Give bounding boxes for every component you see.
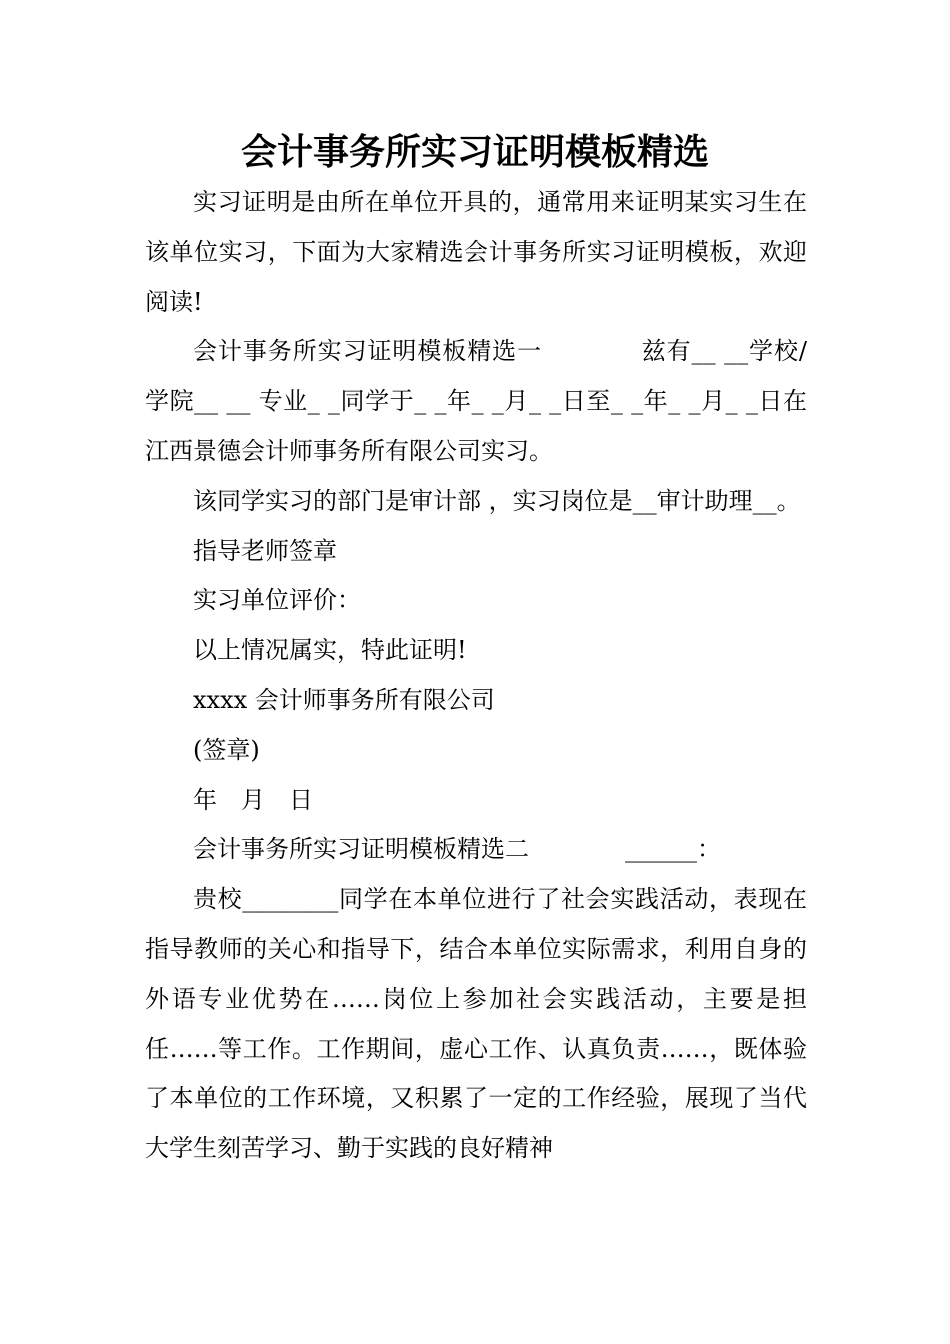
intro-paragraph: 实习证明是由所在单位开具的，通常用来证明某实习生在该单位实习，下面为大家精选会计事务所实习证明模板，欢迎阅读!: [145, 188, 807, 316]
date-line: 年 月 日: [193, 785, 313, 814]
seal-label: (签章): [193, 735, 260, 764]
certification-statement: 以上情况属实，特此证明!: [193, 636, 467, 665]
document-title: 会计事务所实习证明模板精选: [240, 131, 709, 173]
template-two-heading: 会计事务所实习证明模板精选二 ______：: [193, 835, 721, 864]
department-paragraph: 该同学实习的部门是审计部 ，实习岗位是__审计助理__。: [193, 486, 801, 515]
document-body: [145, 178, 807, 1174]
company-name: xxxx 会计师事务所有限公司: [193, 685, 495, 714]
advisor-signature-line: 指导老师签章: [193, 536, 337, 565]
unit-evaluation-label: 实习单位评价：: [193, 586, 361, 615]
template-one-paragraph: 会计事务所实习证明模板精选一 兹有__ __学校/学院__ __ 专业_ _同学于_ _年_ _月_ _日至_ _年_ _月_ _日在江西景德会计师事务所有限公司实习。: [145, 337, 807, 465]
template-two-paragraph: 贵校________同学在本单位进行了社会实践活动，表现在指导教师的关心和指导下，结合本单位实际需求，利用自身的外语专业优势在……岗位上参加社会实践活动，主要是担任……等工作。工作期间，虚心工作、认真负责……，既体验了本单位的工作环境，又积累了一定的工作经验，展现了当代大学生刻苦学习、勤于实践的良好精神: [145, 885, 807, 1163]
